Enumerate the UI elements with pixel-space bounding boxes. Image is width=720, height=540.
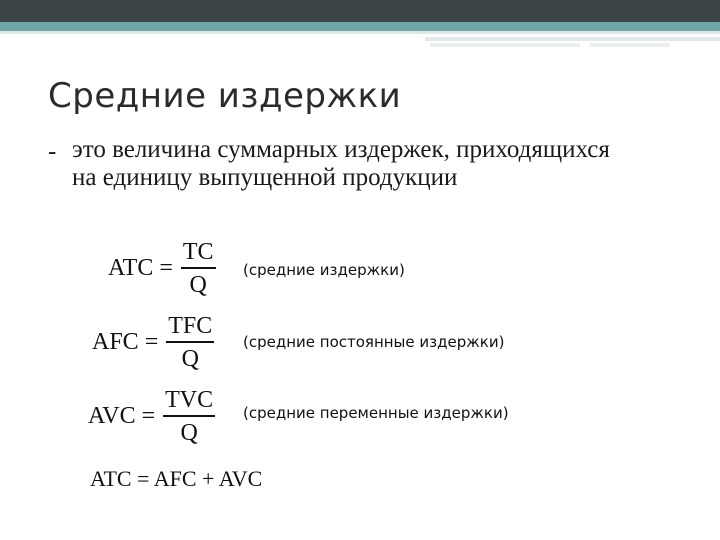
formula-description: (средние издержки) (243, 261, 405, 279)
definition-text: это величина суммарных издержек, приходящихся на единицу выпущенной продукции (72, 136, 610, 191)
formula-afc (92, 314, 214, 371)
header-stripe (430, 43, 580, 47)
slide-title: Средние издержки (48, 76, 402, 116)
fraction-numerator: TC (182, 239, 214, 265)
bullet-marker: - (48, 138, 57, 165)
formula-lhs: ATC (108, 254, 154, 281)
fraction-numerator: TVC (165, 387, 214, 413)
header-stripe (425, 37, 720, 41)
fraction-denominator: Q (189, 271, 207, 298)
fraction (166, 314, 214, 371)
equals-sign: = (141, 402, 156, 429)
header-bar-light (0, 31, 720, 34)
header-stripe (590, 43, 670, 47)
fraction-denominator: Q (180, 419, 198, 446)
formula-atc (108, 240, 216, 297)
fraction-denominator: Q (181, 345, 199, 372)
fraction (163, 388, 215, 445)
header-bar-accent (0, 22, 720, 31)
equals-sign: = (159, 254, 173, 281)
equals-sign: = (144, 328, 159, 355)
summary-formula: ATC = AFC + AVC (90, 466, 263, 491)
formula-description: (средние переменные издержки) (243, 404, 509, 422)
fraction-numerator: TFC (168, 313, 213, 339)
formula-avc (88, 388, 215, 445)
fraction (181, 240, 216, 297)
formula-description: (средние постоянные издержки) (243, 333, 505, 351)
formula-lhs: AFC (92, 328, 139, 355)
formula-lhs: AVC (88, 402, 136, 429)
header-bar-dark (0, 0, 720, 22)
